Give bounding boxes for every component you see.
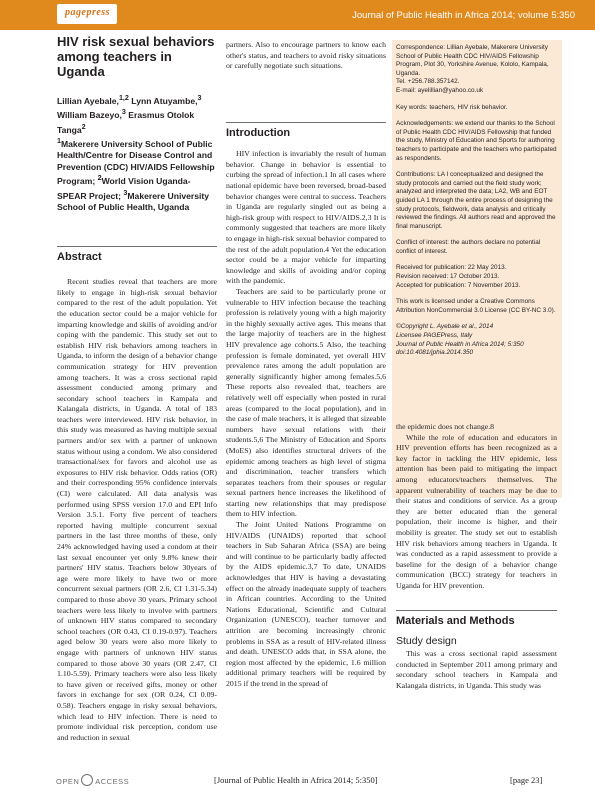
affiliation-2: World Vision Uganda-SPEAR Project; [57, 176, 191, 201]
intro-paragraph-2: Teachers are said to be particularly prone or vulnerable to HIV infection because the teaching profession is relatively young with a high majority in the highly sexually active ages. This means that the large majority of teachers are in the highest HIV prevalence age cohorts.5 Also, the teaching profession is female dominated, yet overall HIV prevalence rates among the adult population are generally significantly higher among females.5,6 These reports also revealed that, teachers are relatively well off especially when posted in rural areas (compared to the local population), and in the case of male teachers, it is alleged that sizeable numbers have sexual relations with their students.5,6 The Ministry of Education and Sports (MoES) also identifies structural drivers of the epidemic among teachers as high level of stigma and discrimination, teacher transfers which separates teachers from their spouses or regular sexual partners hence increases the likelihood of starting new relationships that may predispose them to HIV infection. [226, 287, 386, 519]
publication-dates: Received for publication: 22 May 2013. Revision received: 17 October 2013. Accepted for publication: 7 November 2013. [396, 264, 521, 289]
intro-paragraph-4: While the role of education and educators in HIV prevention efforts has been recognized as a key factor in tackling the HIV epidemic, less attention has been paid to mitigating the impact among educators/teachers themselves. The apparent vulnerability of teachers may be due to their status and conditions of service. As a group they are better educated than the general population, their income is higher, and their mobility is greater. The study set out to establish HIV risk behaviors among teachers in Uganda. It was conducted as a rapid assessment to provide a baseline for the design of a behavior change communication (BCC) strategy for teachers in Uganda for HIV prevention. [396, 432, 557, 590]
journal-running-head: Journal of Public Health in Africa 2014; volume 5:350 [352, 10, 575, 21]
study-design-paragraph: This was a cross sectional rapid assessment conducted in September 2011 among primary and secondary school teachers in Kampala and Kalangala districts, in Uganda. This study was [396, 649, 557, 690]
doi: doi:10.4081/jphia.2014.350 [396, 349, 474, 357]
conflict-of-interest: Conflict of interest: the authors declare no potential conflict of interest. [396, 239, 541, 255]
contributions: Contributions: LA I conceptualized and designed the study protocols and carried out the field study work; analyzed and interpreted the data; LA2, WB and EOT guided LA 1 through the entire process of designing the study protocols, fieldwork, data analysis and critically reviewed the findings. All authors read and approved the final manuscript. [396, 171, 556, 230]
license-note: This work is licensed under a Creative Commons Attribution NonCommercial 3.0 License (CC BY-NC 3.0). [396, 298, 556, 314]
open-access-mark: OPEN ACCESS [56, 774, 129, 786]
abstract-text: Recent studies reveal that teachers are more likely to engage in high-risk sexual behavior compared to the rest of the adult population. Yet the education sector could be a major vehicle for imparting knowledge and skills of avoiding and/or coping with the pandemic. This study set out to establish HIV risk behaviors among teachers in Uganda, to inform the design of a behavior change communication strategy for HIV prevention among teachers. It was a cross sectional rapid assessment conducted among primary and secondary school teachers in Kampala and Kalangala districts, in Uganda. A total of 183 teachers were interviewed. HIV risk behavior, in this study was measured as having multiple sexual partners and/or sex with a partner of unknown status without using a condom. We also considered transactional/sex for favors and alcohol use as exposures to HIV risk behavior. Odds ratios (OR) and their corresponding 95% confidence intervals (CI) were calculated. All data analysis was performed using SPSS version 17.0 and EPI Info Version 3.5.1. Forty five percent of teachers reported having multiple concurrent sexual partners in the last three months of these, only 24% acknowledged having used a condom at their last sexual encounter yet only 9.8% knew their partners' HIV status. Teachers below 30years of age were more likely to have two or more concurrent sexual partners (OR 2.6, CI 1.31-5.34) compared to those above 30 years. Primary school teachers were less likely to involve with partners of unknown HIV status compared to secondary school teachers (OR 0.43, CI 0.19-0.97). Teachers aged below 30 years were also more likely to engage with partners of unknown HIV status compared to those above 30 years (OR 2.47, CI 1.10-5.59). Primary teachers were also less likely to have given or received gifts, money or other favors in exchange for sex (OR 0.24, CI 0.09-0.58). Teachers engage in risky sexual behaviors, which lead to HIV infection. There is need to promote individual risk perception, condom use and reduction in sexual [57, 277, 217, 742]
abstract-heading: Abstract [57, 251, 102, 264]
intro-continuation: the epidemic does not change.8 [396, 422, 495, 431]
acknowledgements: Acknowledgements: we extend our thanks to the School of Public Health CDC HIV/AIDS Fellowship that funded the study, Ministry of Education and Sports for authoring teachers to participate and the teachers who participated as respondents. [396, 120, 557, 162]
column-left [57, 34, 217, 743]
affiliation-1: Makerere University School of Public Health/Centre for Disease Control and Prevention (CDC) HIV/AIDS Fellowship Program; [57, 138, 215, 187]
study-design-heading: Study design [396, 635, 457, 647]
correspondence: Correspondence: Lillian Ayebale, Makerere University School of Public Health CDC HIV/AIDS Fellowship Program, Plot 30, Yorkshire Avenue, Kololo, Kampala, Uganda. Tel. +256.788.357142. E-mail: ayelillian@yahoo.co.uk [396, 44, 549, 94]
keywords: Key words: teachers, HIV risk behavior. [396, 103, 508, 111]
footer-journal-citation: [Journal of Public Health in Africa 2014; 5:350] [214, 775, 378, 785]
journal-header-bar [0, 0, 595, 30]
intro-paragraph-1: HIV infection is invariably the result of human behavior. Change in behavior is essential to curbing the spread of infection.1 In all cases where national epidemic have been reversed, broad-based behavior changes were central to success. Teachers in Uganda are regularly singled out as being a high-risk group with respect to HIV/AIDS.2,3 It is commonly suggested that teachers are more likely to engage in high-risk sexual behavior compared to the rest of the adult population.4 Yet the education sector could be a major vehicle for imparting knowledge and skills of avoiding and/or coping with the pandemic. [226, 149, 387, 286]
affiliation-3: Makerere University School of Public Health, Uganda [57, 190, 210, 213]
footer-page-number: [page 23] [510, 775, 543, 785]
methods-heading: Materials and Methods [396, 615, 515, 627]
copyright-block: ©Copyright L. Ayebale et al., 2014 Licensee PAGEPress, Italy Journal of Public Health in Africa 2014; 5:350 doi:10.4081/jphia.2014.350 [396, 323, 524, 357]
author-block: Lillian Ayebale,$^{1,2}$ Lynn Atuyambe,$^3$ William Bazeyo,$^3$ Erasmus Otolok Tanga$^2$ $^1$Makerere University School of Public Health/Centre for Disease Control and Prevention (CDC) HIV/AIDS Fellowship Program; $^2$World Vision Uganda-SPEAR Project; $^3$Makerere University School of Public Health, Uganda [57, 94, 215, 213]
section-rule [396, 610, 557, 612]
column-right [396, 422, 557, 691]
abstract-continuation: partners. Also to encourage partners to know each other's status, and teachers to avoid risky situations or carefully negotiate such situations. [226, 40, 386, 71]
correspondence-email: E-mail: ayelillian@yahoo.co.uk [396, 86, 484, 94]
introduction-heading: Introduction [226, 127, 291, 140]
column-middle [226, 40, 386, 690]
pagepress-logo: pagepress [57, 4, 117, 24]
page-footer [0, 770, 595, 794]
open-access-lock-icon [81, 774, 93, 786]
section-rule [57, 246, 217, 248]
intro-paragraph-3: The Joint United Nations Programme on HIV/AIDS (UNAIDS) reported that school teachers in Sub Saharan Africa (SSA) are being and will continue to be particularly badly affected by the AIDS epidemic.3,7 To date, UNAIDS acknowledges that HIV is having a devastating effect on the already inadequate supply of teachers in African countries. According to the United Nations Educational, Scientific and Cultural Organization (UNESCO), teacher turnover and attrition are becoming increasingly chronic problems in SSA as a result of HIV-related illness and death. UNESCO adds that, in SSA alone, the region most affected by the epidemic, 1.6 million additional primary teachers will be required by 2015 if the trend in the spread of [226, 520, 386, 688]
article-title: HIV risk sexual behaviors among teachers in Uganda [57, 34, 215, 79]
section-rule [226, 122, 386, 124]
